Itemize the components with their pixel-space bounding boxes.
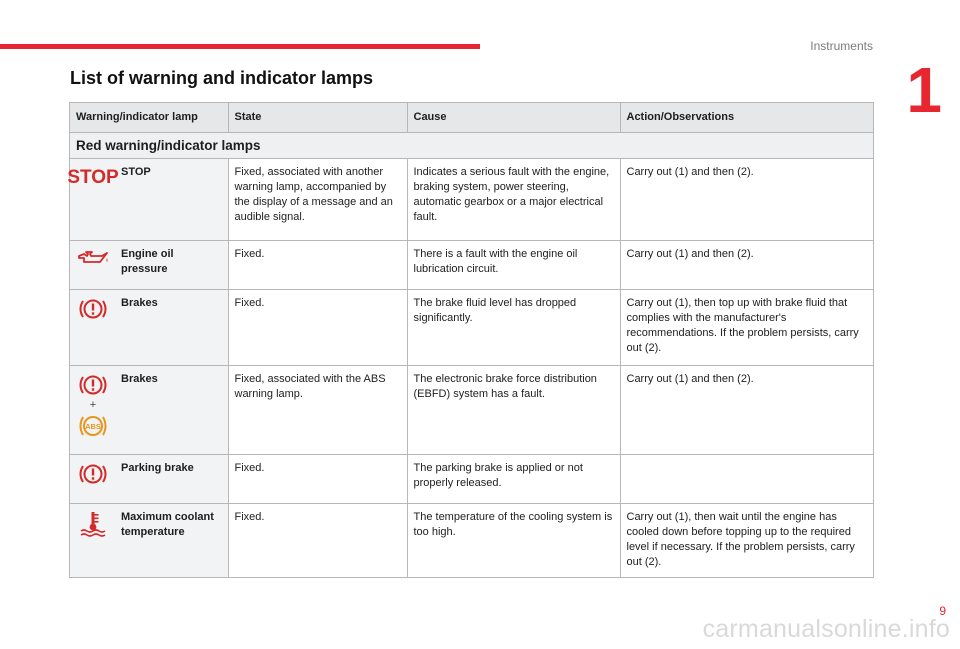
group-row — [70, 133, 874, 159]
lamp-name: Brakes — [116, 366, 228, 455]
table-row — [70, 504, 874, 578]
section-name: Instruments — [810, 39, 873, 53]
lamp-state: Fixed, associated with another warning lamp, accompanied by the display of a message and an audible signal. — [228, 159, 407, 241]
brake-warning-icon — [77, 296, 109, 322]
lamp-cause: Indicates a serious fault with the engine, braking system, power steering, automatic gearbox or a major electrical fault. — [407, 159, 620, 241]
lamp-state: Fixed, associated with the ABS warning lamp. — [228, 366, 407, 455]
page-title: List of warning and indicator lamps — [70, 68, 374, 88]
lamp-icon-cell — [70, 455, 117, 504]
table-row — [70, 455, 874, 504]
lamp-cause: The parking brake is applied or not properly released. — [407, 455, 620, 504]
lamp-name: Parking brake — [116, 455, 228, 504]
lamp-state: Fixed. — [228, 290, 407, 366]
table-row — [70, 366, 874, 455]
warning-lamps-table — [69, 102, 874, 578]
column-header-cause: Cause — [407, 103, 620, 133]
coolant-temperature-icon — [77, 510, 109, 538]
column-header-lamp: Warning/indicator lamp — [70, 103, 229, 133]
lamp-cause: The temperature of the cooling system is too high. — [407, 504, 620, 578]
plus-sign: + — [89, 399, 97, 411]
abs-icon — [77, 412, 109, 440]
lamp-state: Fixed. — [228, 504, 407, 578]
lamp-icon-cell — [70, 290, 117, 366]
page-number: 9 — [939, 604, 946, 618]
lamp-action: Carry out (1) and then (2). — [620, 366, 874, 455]
lamp-icon-cell — [70, 504, 117, 578]
lamp-action: Carry out (1), then top up with brake fluid that complies with the manufacturer's recommendations. If the problem persists, carry out (2). — [620, 290, 874, 366]
header-red-rule — [0, 44, 480, 49]
group-title: Red warning/indicator lamps — [70, 133, 874, 159]
stop-icon — [67, 165, 119, 188]
lamp-icon-cell — [70, 366, 117, 455]
lamp-cause: The electronic brake force distribution (EBFD) system has a fault. — [407, 366, 620, 455]
parking-brake-icon — [77, 461, 109, 487]
lamp-cause: The brake fluid level has dropped significantly. — [407, 290, 620, 366]
lamp-action: Carry out (1) and then (2). — [620, 159, 874, 241]
watermark: carmanualsonline.info — [702, 615, 950, 643]
lamp-name: Engine oil pressure — [116, 241, 228, 290]
oil-can-icon — [76, 247, 110, 267]
lamp-state: Fixed. — [228, 241, 407, 290]
table-header-row — [70, 103, 874, 133]
svg-text:ABS: ABS — [85, 422, 101, 431]
brake-warning-icon — [77, 372, 109, 398]
chapter-number: 1 — [906, 54, 942, 126]
table-row — [70, 241, 874, 290]
table-row — [70, 290, 874, 366]
table-row — [70, 159, 874, 241]
lamp-icon-cell — [70, 241, 117, 290]
lamp-action — [620, 455, 874, 504]
lamp-cause: There is a fault with the engine oil lubrication circuit. — [407, 241, 620, 290]
lamp-action: Carry out (1), then wait until the engine has cooled down before topping up to the required level if necessary. If the problem persists, carry out (2). — [620, 504, 874, 578]
lamp-icon-cell — [67, 159, 119, 241]
column-header-action: Action/Observations — [620, 103, 874, 133]
lamp-name: STOP — [116, 159, 228, 241]
column-header-state: State — [228, 103, 407, 133]
lamp-name: Brakes — [116, 290, 228, 366]
lamp-state: Fixed. — [228, 455, 407, 504]
lamp-name: Maximum coolant temperature — [116, 504, 228, 578]
lamp-action: Carry out (1) and then (2). — [620, 241, 874, 290]
svg-text:STOP: STOP — [67, 167, 119, 188]
